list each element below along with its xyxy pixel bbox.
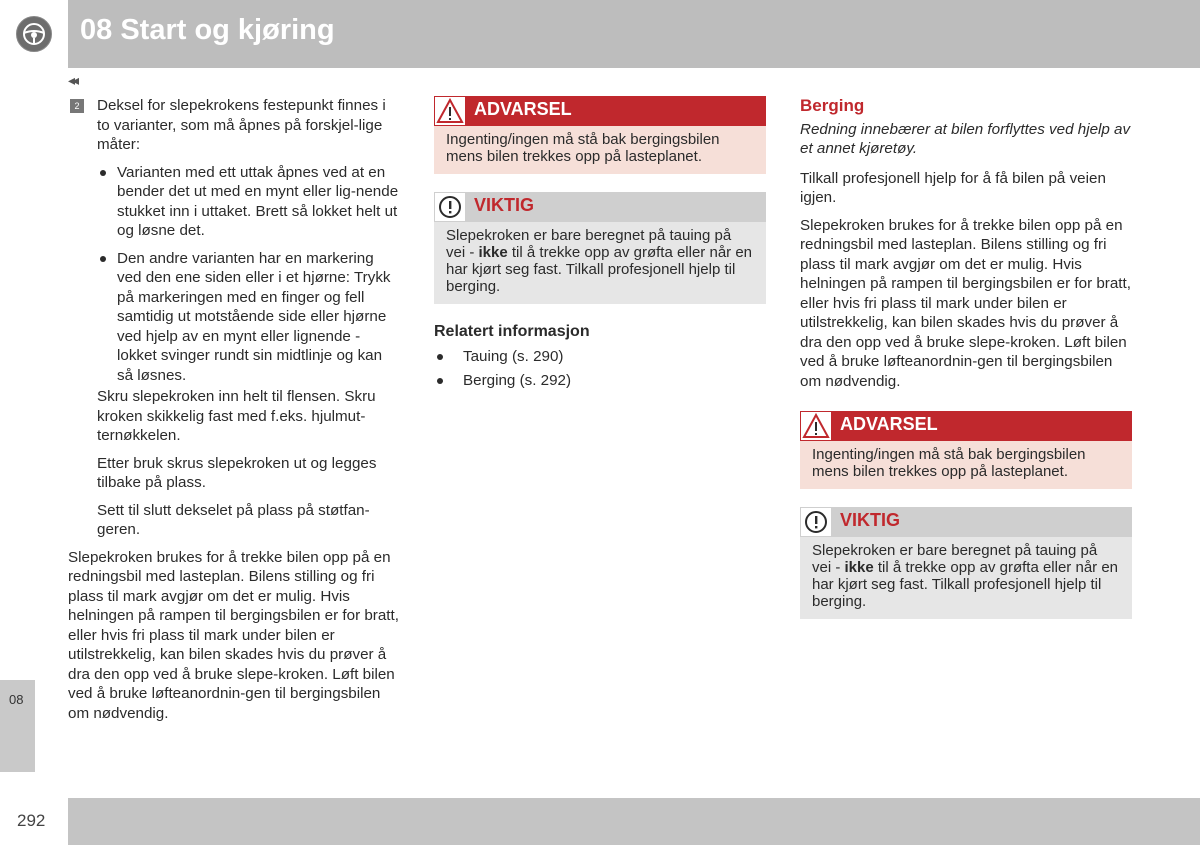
header-logo-box	[0, 0, 68, 68]
important-text	[800, 537, 1132, 619]
important-text-bold: ikke	[478, 244, 508, 261]
step-number-badge: 2	[70, 99, 84, 113]
exclamation-circle-icon	[434, 192, 466, 222]
warning-title: ADVARSEL	[840, 414, 938, 434]
section-title: Berging	[800, 96, 865, 115]
chapter-side-tab	[0, 680, 35, 772]
column-right	[800, 96, 1132, 637]
important-text-bold: ikke	[844, 559, 874, 576]
step-2	[68, 96, 400, 155]
warning-header	[800, 411, 1132, 441]
important-text-part: til å trekke opp av grøfta eller når en har kjørt seg fast. Tilkall profesjonell hjelp til berging.	[446, 244, 753, 295]
section-subtitle: Redning innebærer at bilen forflyttes ved hjelp av et annet kjøretøy.	[800, 120, 1131, 157]
page-header	[0, 0, 1200, 68]
related-link[interactable]: Berging (s. 292)	[434, 371, 766, 391]
steering-wheel-icon	[14, 14, 54, 54]
step-text: Deksel for slepekrokens festepunkt finnes i to varianter, som må åpnes på forskjel-lige måter:	[97, 97, 386, 153]
warning-header	[434, 96, 766, 126]
paragraph: Slepekroken brukes for å trekke bilen opp på en redningsbil med lasteplan. Bilens stilling og fri plass til mark avgjør om det er mulig. Hvis helningen på rampen til bergingsbilen er for bratt, eller hvis fri plass til mark under bilen er utilstrekkelig, kan bilen skades hvis du prøver å dra den opp ved å bruke slepe-kroken. Løft bilen ved å bruke løfteanordnin-gen til bergingsbilen om nødvendig.	[68, 548, 399, 722]
important-box	[434, 192, 766, 304]
important-header	[434, 192, 766, 222]
warning-triangle-icon	[434, 96, 466, 126]
important-text-part: Slepekroken er bare beregnet på tauing på vei -	[812, 542, 1098, 576]
chapter-tab-label: 08	[9, 692, 24, 707]
column-middle	[434, 96, 766, 391]
important-header	[800, 507, 1132, 537]
paragraph: Etter bruk skrus slepekroken ut og legges tilbake på plass.	[97, 454, 377, 491]
important-box	[800, 507, 1132, 619]
warning-box	[800, 411, 1132, 489]
important-text	[434, 222, 766, 304]
warning-triangle-icon	[800, 411, 832, 441]
exclamation-circle-icon	[800, 507, 832, 537]
list-item: Varianten med ett uttak åpnes ved at en bender det ut med en mynt eller lig-nende stukket inn i uttaket. Brett så lokket helt ut og løsne det.	[97, 163, 400, 241]
page-number: 292	[17, 811, 46, 830]
paragraph: Sett til slutt dekselet på plass på støtfan-geren.	[97, 501, 370, 538]
warning-text: Ingenting/ingen må stå bak bergingsbilen mens bilen trekkes opp på lasteplanet.	[434, 126, 766, 174]
page-footer	[0, 798, 1200, 845]
back-arrows-icon[interactable]: ◂◂	[68, 72, 77, 88]
list-item: Den andre varianten har en markering ved den ene siden eller i et hjørne: Trykk på markeringen med en finger og fell samtidig ut motstående side eller hjørne ved hjelp av en mynt eller lignende - lokket svinger rundt sin midtlinje og kan så løsnes.	[97, 249, 400, 386]
warning-box	[434, 96, 766, 174]
important-text-part: Slepekroken er bare beregnet på tauing på vei -	[446, 227, 732, 261]
important-title: VIKTIG	[474, 195, 535, 215]
related-title: Relatert informasjon	[434, 323, 590, 340]
variant-list	[68, 163, 400, 386]
related-link[interactable]: Tauing (s. 290)	[434, 347, 766, 367]
important-title: VIKTIG	[840, 510, 901, 530]
paragraph: Slepekroken brukes for å trekke bilen opp på en redningsbil med lasteplan. Bilens stilling og fri plass til mark avgjør om det er mulig. Hvis helningen på rampen til bergingsbilen er for bratt, eller hvis fri plass til mark under bilen er utilstrekkelig, kan bilen skades hvis du prøver å dra den opp ved å bruke slepe-kroken. Løft bilen ved å bruke løfteanordnin-gen til bergingsbilen om nødvendig.	[800, 216, 1131, 390]
warning-title: ADVARSEL	[474, 99, 572, 119]
paragraph: Tilkall profesjonell hjelp for å få bilen på veien igjen.	[800, 169, 1106, 206]
page-number-box	[0, 798, 68, 845]
related-list	[434, 347, 766, 391]
column-left	[68, 96, 400, 731]
warning-text: Ingenting/ingen må stå bak bergingsbilen mens bilen trekkes opp på lasteplanet.	[800, 441, 1132, 489]
paragraph: Skru slepekroken inn helt til flensen. Skru kroken skikkelig fast med f.eks. hjulmut-ternøkkelen.	[97, 388, 376, 444]
important-text-part: til å trekke opp av grøfta eller når en har kjørt seg fast. Tilkall profesjonell hjelp til berging.	[812, 559, 1119, 610]
page-title: 08 Start og kjøring	[80, 14, 335, 46]
